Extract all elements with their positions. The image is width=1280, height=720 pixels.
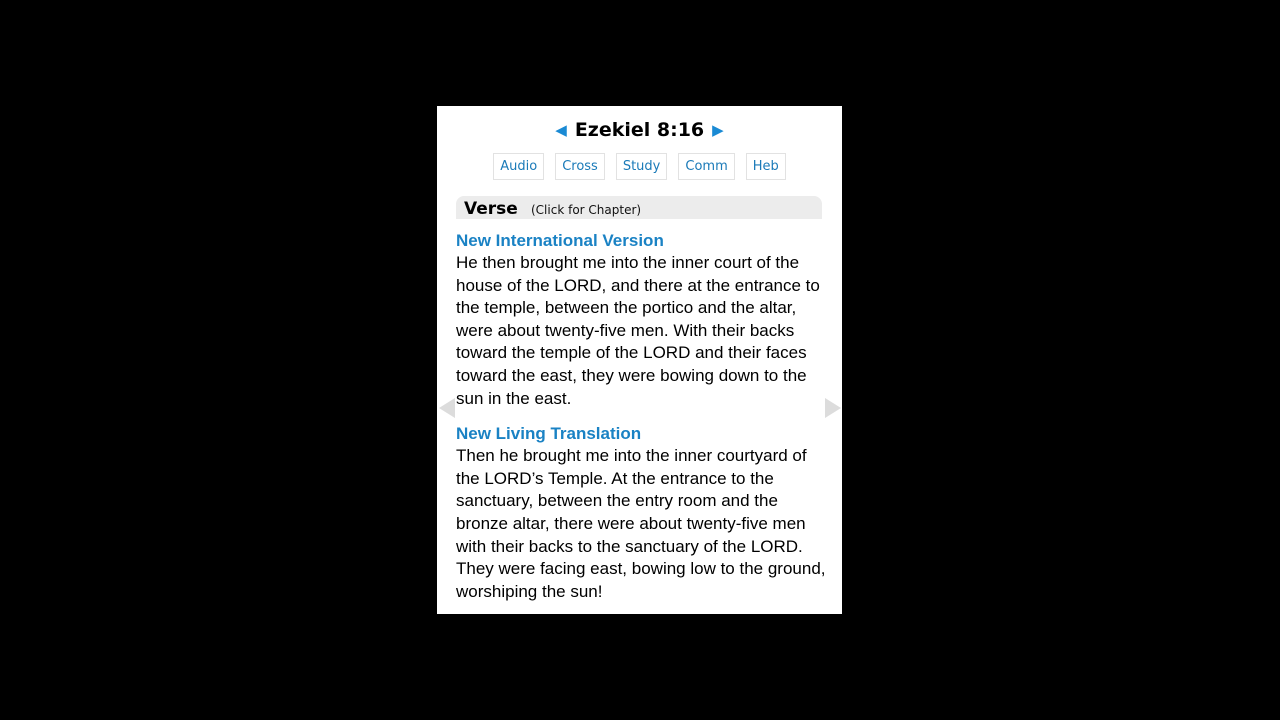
previous-verse-arrow-icon[interactable]: ◀ bbox=[555, 121, 567, 139]
tab-study[interactable]: Study bbox=[616, 153, 668, 180]
version-text: Then he brought me into the inner courtyard of the LORD’s Temple. At the entrance to the sanctuary, between the entry room and the bronze altar, there were about twenty-five men with their backs to the sanctuary of the LORD. They were facing east, bowing low to the ground, worshiping the sun! bbox=[456, 446, 826, 601]
next-page-arrow-icon[interactable] bbox=[825, 398, 841, 418]
verse-page bbox=[437, 106, 842, 614]
version-item bbox=[456, 423, 826, 603]
tab-heb[interactable]: Heb bbox=[746, 153, 786, 180]
tab-bar bbox=[437, 153, 842, 180]
versions-list bbox=[456, 230, 826, 614]
tab-cross[interactable]: Cross bbox=[555, 153, 605, 180]
chapter-link[interactable]: (Click for Chapter) bbox=[531, 203, 642, 217]
tab-audio[interactable]: Audio bbox=[493, 153, 544, 180]
version-name-link[interactable]: New International Version bbox=[456, 231, 664, 250]
version-item bbox=[456, 230, 826, 410]
verse-label: Verse bbox=[464, 199, 518, 219]
page-title: Ezekiel 8:16 bbox=[574, 119, 705, 141]
verse-header-bar[interactable] bbox=[456, 196, 822, 219]
version-text: He then brought me into the inner court of the house of the LORD, and there at the entrance to the temple, between the portico and the altar, were about twenty-five men. With their backs toward the temple of the LORD and their faces toward the east, they were bowing down to the sun in the east. bbox=[456, 253, 820, 408]
tab-comm[interactable]: Comm bbox=[678, 153, 734, 180]
version-name-link[interactable]: New Living Translation bbox=[456, 424, 642, 444]
previous-page-arrow-icon[interactable] bbox=[439, 398, 455, 418]
title-row bbox=[437, 117, 842, 143]
next-verse-arrow-icon[interactable]: ▶ bbox=[712, 121, 724, 139]
